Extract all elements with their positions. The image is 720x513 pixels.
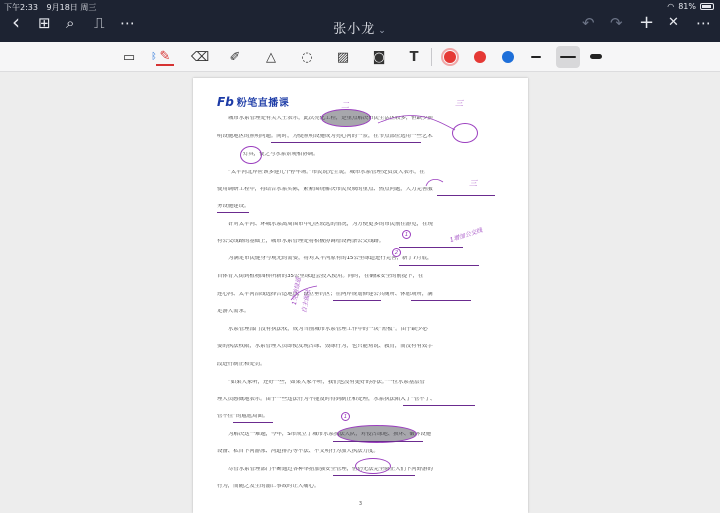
annotation-note: 1增加公交线	[449, 226, 484, 245]
doc-line: 为解决这一难题，今年，S市成立了城市水系执法大队，对侵占绿地、损坏、破坏设施	[228, 432, 431, 437]
doc-line: 要的执法权限，水系管理人员即使发现占绿、毁绿行为，也只能劝说、教育，而没有有效手	[217, 344, 433, 349]
color-swatch-red-active[interactable]	[444, 51, 456, 63]
back-icon[interactable]: ‹	[12, 10, 20, 34]
annotation-number: 1	[402, 230, 411, 239]
highlighter-icon[interactable]: ✐	[229, 49, 241, 65]
lasso-icon[interactable]: ◌	[301, 49, 313, 65]
toolbar-divider	[431, 48, 432, 66]
add-page-icon[interactable]: +	[639, 12, 655, 33]
shapes-icon[interactable]: △	[266, 49, 276, 65]
status-time: 下午2:33	[4, 3, 38, 12]
wifi-icon: ◠	[667, 2, 675, 11]
bluetooth-icon[interactable]: ᛒ	[151, 52, 157, 62]
doc-line: “太平河北岸应该多建几个停车场。”市民说先生说。城市水系管理处负责人表示，在	[228, 170, 425, 175]
doc-line: 有公交线路的基础上，城市水系管理处将积极协调增设两条公交线路。	[217, 239, 385, 244]
document-page[interactable]	[193, 78, 528, 513]
brand-name: 粉笔直播课	[236, 98, 290, 109]
doc-line: 明设施地区的照明问题。同时，为使照明设施成为亮心河的一景，在节点部位选用一些艺术	[217, 134, 433, 139]
eraser-icon[interactable]: ⌫	[190, 49, 210, 65]
search-icon[interactable]: ⌕	[66, 14, 75, 32]
doc-line: 理人员感慨地表示。由于一些违法行为不能及时得到制止和处理，水系执法陷入了“管不了、	[217, 397, 436, 402]
doc-line: 段进行制止和处罚。	[217, 362, 266, 367]
annotation-strokes	[193, 78, 528, 513]
doc-line: 城市水系管理处有关人士表示，此次亮化工程，是重点解决市民生活区较多，但缺少照	[228, 116, 433, 121]
doc-line: “如果人家听，还好一些，如果人家不听，我们也没有更好的办法。”一位水系基层管	[228, 380, 425, 385]
bookmark-icon[interactable]: ⎍	[94, 14, 105, 32]
reader-mode-icon[interactable]: ▭	[122, 49, 136, 65]
doc-line: 尽管水系管理部门不断通过各种举措加强安全管理，但仍无法完全阻止人们下河野游的	[228, 467, 433, 472]
brand-mark: Fb	[217, 94, 234, 109]
close-annotations-icon[interactable]: ✕	[668, 15, 679, 30]
page-number: 3	[358, 501, 363, 507]
grid-view-icon[interactable]: ⊞	[38, 14, 51, 32]
annotation-note: 自主做法	[300, 288, 313, 314]
annotation-note: 1完善绿道	[290, 276, 303, 306]
doc-line: 使用调研工程中，将结合水系实际，紧紧围绕解决市民反映的重点、热点问题，大力完善服	[217, 187, 433, 192]
camera-icon[interactable]: ◙	[372, 49, 386, 65]
annotation-number: 2	[392, 248, 401, 257]
stroke-width-thin[interactable]	[531, 56, 541, 58]
annotation-note: 三	[455, 99, 463, 108]
doc-line: 水系管理部门没有执法权，成为当前城市水系管理工作中的一块“短板”。由于缺少必	[228, 327, 428, 332]
stroke-width-medium[interactable]	[560, 56, 576, 58]
annotation-toolbar	[0, 42, 720, 72]
doc-line: 自体育大街到植物园桥所新的35公里绿道会投入使用。同时，在确保安全的前提下，在	[217, 274, 424, 279]
more-icon[interactable]: ⋯	[120, 14, 135, 32]
document-title-text: 张小龙	[333, 22, 376, 37]
text-icon[interactable]: T	[409, 49, 419, 65]
doc-line: 行为，而随之发生的溺亡事故时让人痛心。	[217, 484, 320, 489]
app-header	[0, 0, 720, 42]
doc-line: 管不住”的尴尬局面。	[217, 414, 269, 419]
pen-icon[interactable]: ✎	[156, 48, 174, 66]
battery-percent: 81%	[678, 2, 696, 11]
status-date: 9月18日 周三	[46, 3, 97, 12]
image-icon[interactable]: ▨	[336, 49, 350, 65]
status-indicators	[667, 2, 714, 11]
overflow-menu-icon[interactable]: ⋯	[696, 14, 711, 32]
doc-line: 足游人需求。	[217, 309, 250, 314]
doc-line: 为满足市民健身与观光的需要，将对太平河原有的15公里绿道进行完善，新了7月底，	[228, 256, 433, 261]
undo-icon[interactable]: ↶	[582, 14, 595, 32]
battery-icon	[700, 3, 714, 10]
color-swatch-blue[interactable]	[502, 51, 514, 63]
doc-line: 针对太平河、环城水系离周围市中心区较远的情况，为方便更多的市民前往游览，在现	[228, 222, 433, 227]
doc-line: 设备、私自下河游泳、河道排污等不法、不文明行为加大执法力度。	[217, 449, 379, 454]
annotation-note: 二	[341, 101, 349, 110]
doc-line: 务设施建设。	[217, 204, 250, 209]
redo-icon[interactable]: ↷	[610, 14, 623, 32]
chevron-down-icon: ⌄	[378, 26, 387, 36]
doc-line: 连心河、太平河沿线选择合适地点，设立垂钓区；在两岸规划修建公共厕所、休憩场所，满	[217, 292, 433, 297]
annotation-note: 三	[469, 179, 477, 188]
annotation-number: 1	[341, 412, 350, 421]
color-swatch-red[interactable]	[474, 51, 486, 63]
doc-line: 灯具，使之与水系景观相协调。	[243, 152, 319, 157]
stroke-width-thick[interactable]	[590, 54, 602, 59]
